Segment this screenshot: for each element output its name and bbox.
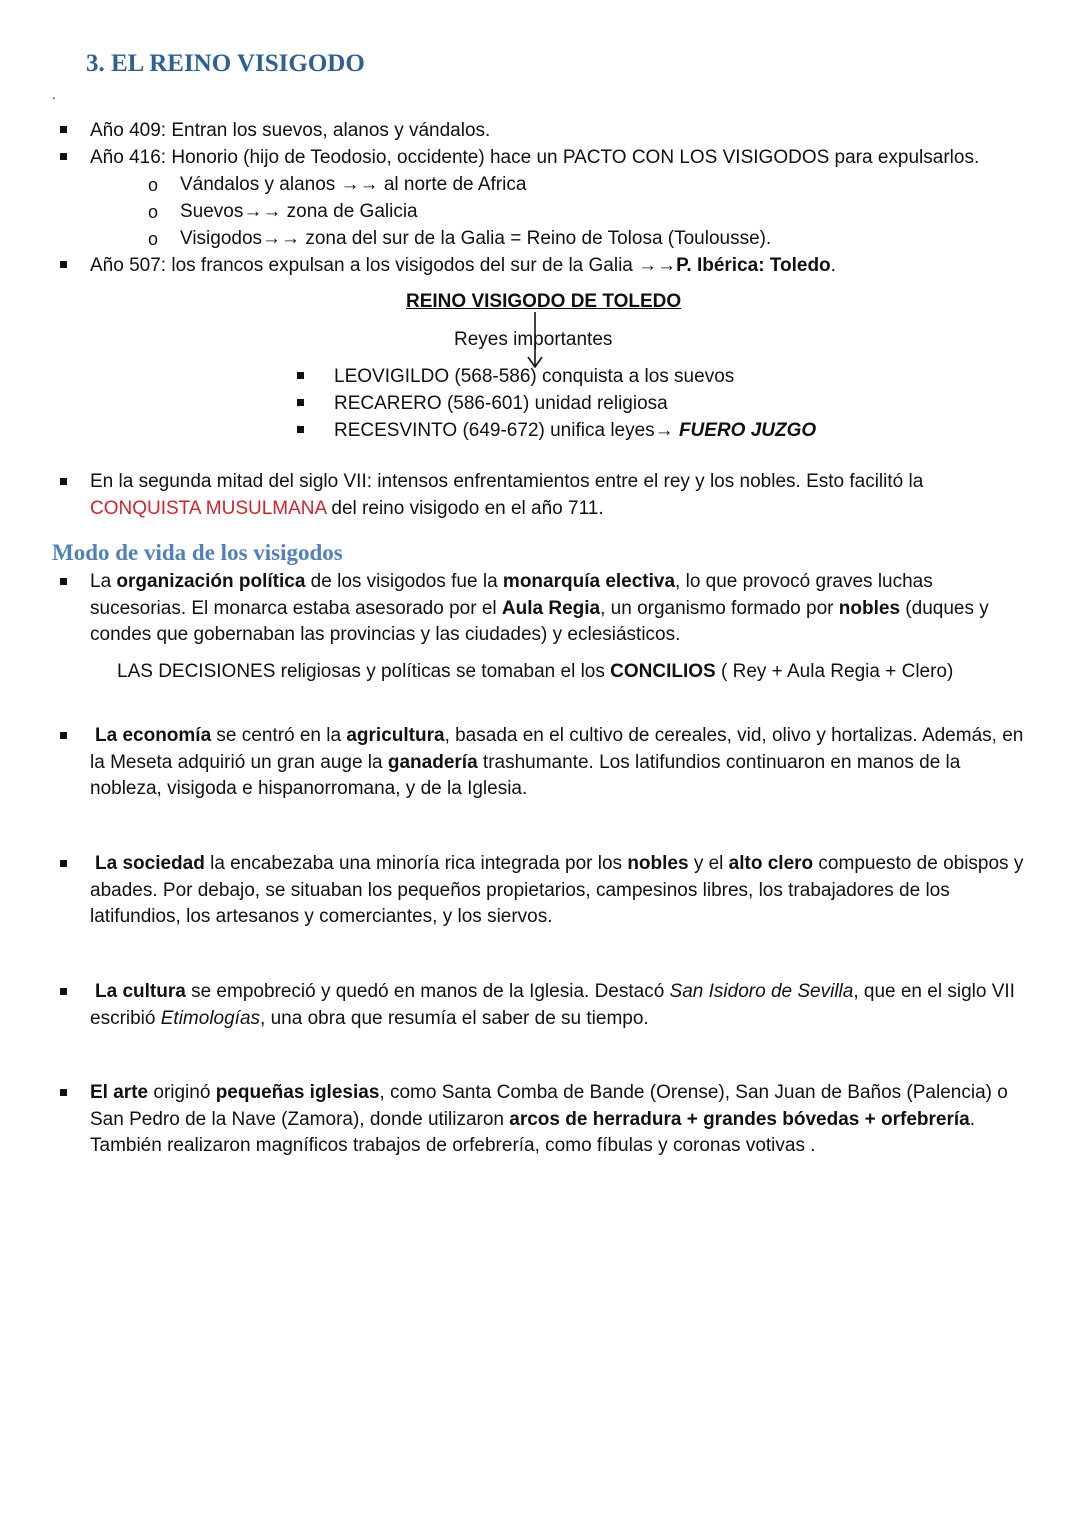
sub-item-vandalos: Vándalos y alanos →→ al norte de Africa [180,174,527,195]
down-arrow-icon [526,312,544,370]
section-title-modo-de-vida: Modo de vida de los visigodos [52,540,343,565]
sub-bullet-marker: o [148,229,159,249]
stray-dot: . [52,86,56,102]
bullet-marker [60,732,67,739]
toledo-subheading: Reyes importantes [454,329,613,350]
cultura-paragraph: La cultura se empobreció y quedó en manos de la Iglesia. Destacó San Isidoro de Sevilla, que en el siglo VII escribió Etimologías, una obra que resumía el saber de su tiempo. [90,981,1015,1029]
politica-paragraph: La organización política de los visigodos fue la monarquía electiva, lo que provocó graves luchas sucesorias. El monarca estaba asesorado por el Aula Regia, un organismo formado por nobles (duques y condes que gobernaban las provincias y las ciudades) y eclesiásticos. [90,571,989,645]
economia-paragraph: La economía se centró en la agricultura, basada en el cultivo de cereales, vid, olivo y hortalizas. Además, en la Meseta adquirió un gran auge la ganadería trashumante. Los latifundios continuaron en manos de la nobleza, visigoda e hispanorromana, y de la Iglesia. [90,725,1024,799]
bullet-marker [60,261,67,268]
bullet-marker [297,426,304,433]
page-title: 3. EL REINO VISIGODO [86,50,365,77]
sub-bullet-marker: o [148,202,159,222]
king-recesvinto: RECESVINTO (649-672) unifica leyes→ FUERO JUZGO [334,420,817,441]
bullet-marker [60,153,67,160]
bullet-marker [297,399,304,406]
bullet-year-416: Año 416: Honorio (hijo de Teodosio, occidente) hace un PACTO CON LOS VISIGODOS para expulsarlos. [90,147,980,168]
bullet-marker [60,1089,67,1096]
bullet-year-409: Año 409: Entran los suevos, alanos y vándalos. [90,120,491,141]
king-leovigildo: LEOVIGILDO (568-586) conquista a los suevos [334,366,735,387]
conquest-paragraph: En la segunda mitad del siglo VII: intensos enfrentamientos entre el rey y los nobles. Esto facilitó la CONQUISTA MUSULMANA del reino visigodo en el año 711. [90,471,924,519]
bullet-marker [60,578,67,585]
bullet-marker [60,988,67,995]
bullet-marker [60,126,67,133]
bullet-year-507: Año 507: los francos expulsan a los visigodos del sur de la Galia →→P. Ibérica: Toledo. [90,255,836,276]
sub-bullet-marker: o [148,175,159,195]
bullet-marker [297,372,304,379]
sub-item-suevos: Suevos→→ zona de Galicia [180,201,418,222]
toledo-heading: REINO VISIGODO DE TOLEDO [406,291,682,312]
bullet-marker [60,478,67,485]
concilios-line: LAS DECISIONES religiosas y políticas se tomaban el los CONCILIOS ( Rey + Aula Regia + Clero) [117,661,954,682]
bullet-marker [60,860,67,867]
king-recarero: RECARERO (586-601) unidad religiosa [334,393,668,414]
arte-paragraph: El arte originó pequeñas iglesias, como Santa Comba de Bande (Orense), San Juan de Baños (Palencia) o San Pedro de la Nave (Zamora), donde utilizaron arcos de herradura + grandes bóvedas + orfebrería. También realizaron magníficos trabajos de orfebrería, como fíbulas y coronas votivas . [90,1082,1008,1156]
sub-item-visigodos: Visigodos→→ zona del sur de la Galia = Reino de Tolosa (Toulousse). [180,228,772,249]
sociedad-paragraph: La sociedad la encabezaba una minoría rica integrada por los nobles y el alto clero compuesto de obispos y abades. Por debajo, se situaban los pequeños propietarios, campesinos libres, los trabajadores de los latifundios, los artesanos y comerciantes, y los siervos. [90,853,1024,927]
